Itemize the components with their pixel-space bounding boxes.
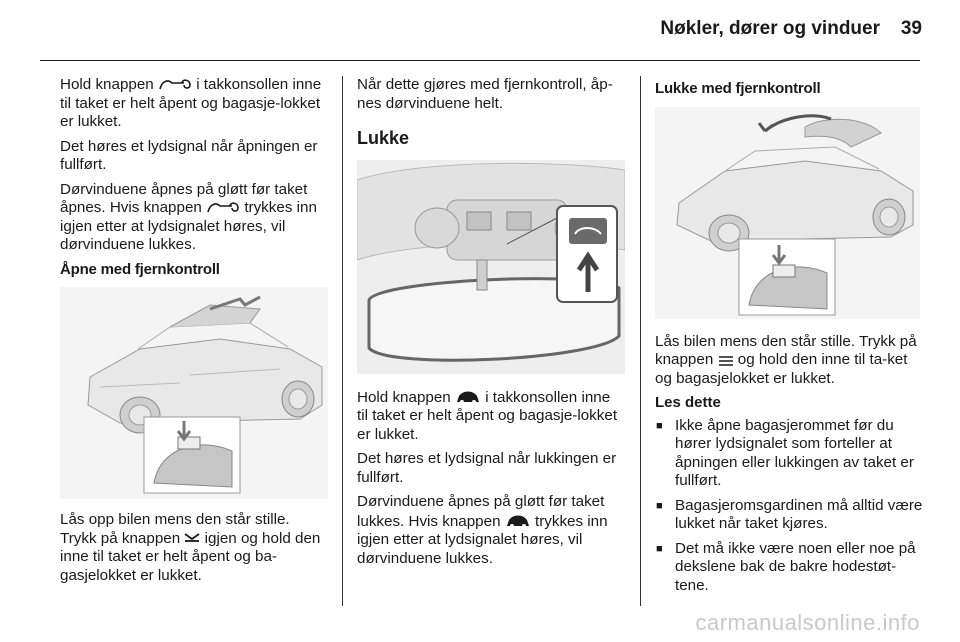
page-header <box>0 0 960 62</box>
paragraph: Når dette gjøres med fjernkontroll, åp-nes dørvinduene helt. <box>357 76 613 112</box>
column-2 <box>357 76 625 574</box>
car-close-roof-illustration <box>655 107 920 319</box>
roof-open-icon <box>206 200 240 214</box>
paragraph: Lås opp bilen mens den står stille. Trykk på knappen igjen og hold den inne til taket er helt åpent og ba-gasjelokket er lukket. <box>60 511 321 584</box>
paragraph: Lås bilen mens den står stille. Trykk på knappen og hold den inne til ta-ket og bagasjelokket er lukket. <box>655 332 917 387</box>
notes-list <box>655 417 923 596</box>
header-rule <box>40 60 920 61</box>
illustration-open-remote <box>60 287 328 499</box>
paragraph: Det høres et lydsignal når lukkingen er fullført. <box>357 450 617 486</box>
column-divider <box>640 76 641 606</box>
column-1 <box>60 76 328 591</box>
list-item: ■ Bagasjeromsgardinen må alltid være lukket når taket kjøres. <box>655 497 923 534</box>
column-3 <box>655 76 923 601</box>
paragraph: Hold knappen i takkonsollen inne til taket er helt åpent og bagasje-lokket er lukket. <box>60 76 322 130</box>
lock-button-icon <box>718 354 734 366</box>
watermark: carmanualsonline.info <box>695 610 920 635</box>
roof-close-icon <box>455 388 481 404</box>
roof-close-icon <box>505 512 531 528</box>
page-number: 39 <box>900 18 922 39</box>
list-item: ■ Ikke åpne bagasjerommet før du hører lydsignalet som forteller at åpningen eller lukkingen av taket er fullført. <box>655 417 923 491</box>
subheading: Lukke med fjernkontroll <box>655 80 821 97</box>
column-divider <box>342 76 343 606</box>
roof-console-illustration <box>357 160 625 374</box>
list-item: ■ Det må ikke være noen eller noe på dekslene bak de bakre hodestøt-tene. <box>655 540 923 596</box>
paragraph: Hold knappen i takkonsollen inne til taket er helt åpent og bagasje-lokket er lukket. <box>357 388 618 443</box>
illustration-roof-console <box>357 160 625 374</box>
note-title: Les dette <box>655 394 721 411</box>
paragraph: Det høres et lydsignal når åpningen er fullført. <box>60 137 318 173</box>
section-title: Lukke <box>357 128 410 148</box>
illustration-close-remote <box>655 107 920 319</box>
subheading: Åpne med fjernkontroll <box>60 260 220 278</box>
roof-open-icon <box>158 77 192 91</box>
paragraph: Dørvinduene åpnes på gløtt før taket åpnes. Hvis knappen trykkes inn igjen etter at lydsignalet høres, vil dørvinduene lukkes. <box>60 180 317 253</box>
car-open-roof-illustration <box>60 287 328 499</box>
unlock-button-icon <box>184 531 200 545</box>
paragraph: Dørvinduene åpnes på gløtt før taket lukkes. Hvis knappen trykkes inn igjen etter at lydsignalet høres, vil dørvinduene lukkes. <box>357 493 608 567</box>
header-title: Nøkler, dører og vinduer <box>660 18 880 39</box>
